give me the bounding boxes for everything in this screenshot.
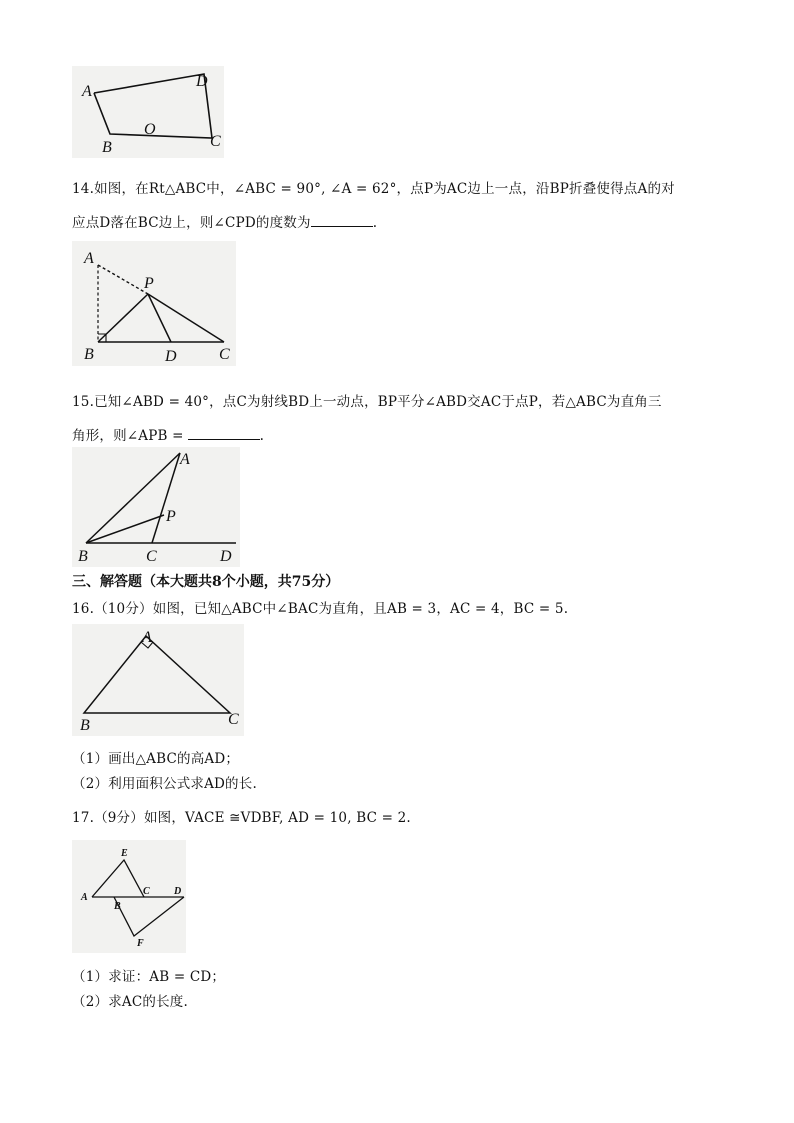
label-B: B — [102, 139, 112, 156]
q17-part2: （2）求AC的长度. — [72, 994, 188, 1010]
q16-part1: （1）画出△ABC的高AD； — [72, 751, 240, 767]
label-B: B — [84, 346, 94, 363]
label-C: C — [210, 133, 221, 150]
label-D: D — [174, 886, 182, 897]
q17-stem: 17.（9分）如图，VACE ≅VDBF, AD = 10, BC = 2. — [72, 810, 411, 826]
label-B: B — [78, 548, 88, 565]
answer-blank-q14 — [311, 214, 373, 227]
label-P: P — [144, 275, 154, 292]
q14-text-line2 — [72, 211, 377, 231]
q14-text-line2-content: 应点D落在BC边上，则∠CPD的度数为 — [72, 215, 311, 231]
label-E: E — [121, 848, 128, 859]
figure-q16 — [72, 624, 244, 736]
q14-text-line1: 14.如图，在Rt△ABC中，∠ABC = 90°, ∠A = 62°，点P为AC边上一点，沿BP折叠使得点A的对 — [72, 181, 675, 197]
label-A: A — [84, 250, 94, 267]
label-O: O — [144, 121, 156, 138]
label-B: B — [80, 717, 90, 734]
label-C: C — [146, 548, 157, 565]
figure-q13 — [72, 66, 224, 158]
q16-part2: （2）利用面积公式求AD的长. — [72, 776, 257, 792]
label-D: D — [196, 73, 208, 90]
q15-text-line2-content: 角形，则∠APB = — [72, 428, 184, 444]
figure-q15 — [72, 447, 240, 567]
q17-part1: （1）求证：AB = CD； — [72, 969, 226, 985]
label-A: A — [142, 629, 152, 646]
q15-text-line2-end: . — [259, 428, 265, 444]
label-D: D — [165, 348, 177, 365]
q15-text-line1: 15.已知∠ABD = 40°，点C为射线BD上一动点，BP平分∠ABD交AC于点P，若△ABC为直角三 — [72, 394, 662, 410]
label-C: C — [219, 346, 230, 363]
label-B: B — [114, 901, 121, 912]
label-A: A — [81, 892, 88, 903]
q15-text-line2 — [72, 424, 264, 444]
label-A: A — [82, 83, 92, 100]
label-F: F — [137, 938, 144, 949]
q16-stem: 16.（10分）如图，已知△ABC中∠BAC为直角，且AB = 3，AC = 4，BC = 5. — [72, 601, 569, 617]
q14-text-line2-end: . — [372, 215, 378, 231]
label-P: P — [166, 508, 176, 525]
label-C: C — [228, 711, 239, 728]
figure-q17 — [72, 840, 186, 953]
label-D: D — [220, 548, 232, 565]
answer-blank-q15 — [188, 427, 260, 440]
figure-q14 — [72, 241, 236, 366]
label-A: A — [180, 451, 190, 468]
section-heading: 三、解答题（本大题共8个小题，共75分） — [72, 574, 340, 590]
label-C: C — [143, 886, 150, 897]
